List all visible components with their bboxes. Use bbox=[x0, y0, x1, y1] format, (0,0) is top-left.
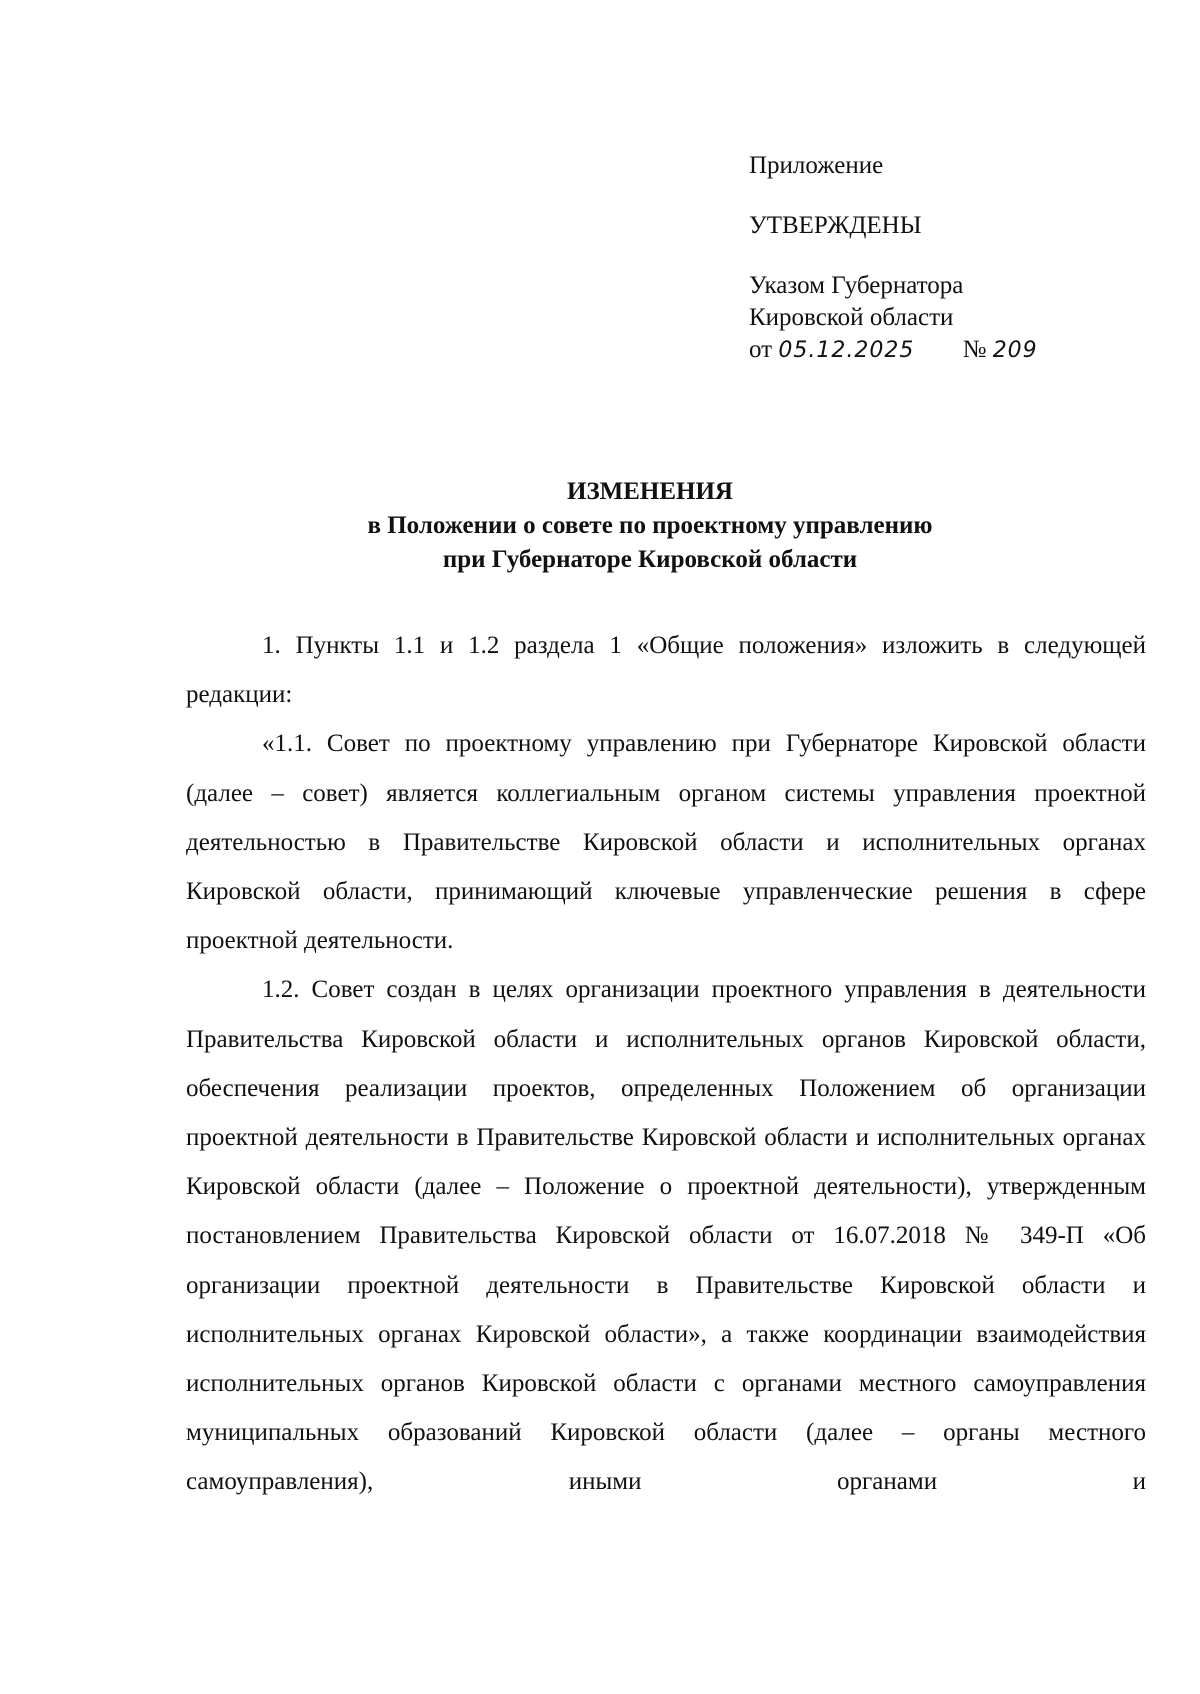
decree-line-1: Указом Губернатора bbox=[749, 272, 964, 299]
handwritten-date: 05.12.2025 bbox=[778, 338, 915, 363]
paragraph-1-2: 1.2. Совет создан в целях организации проектного управления в деятельности Правительства Кировской области и исполнительных органов Кировской области, обеспечения реализации проектов, определенных Положением об организации проектной деятельности в Правительстве Кировской области и исполнительных органах Кировской области (далее – Положение о проектной деятельности), утвержденным постановлением Правительства Кировской области от 16.07.2018 № 349-П «Об организации проектной деятельности в Правительстве Кировской области и исполнительных органах Кировской области», а также координации взаимодействия исполнительных органов Кировской области с органами местного самоуправления муниципальных образований Кировской области (далее – органы местного самоуправления), иными органами и bbox=[186, 976, 1146, 1496]
decree-line-2: Кировской области bbox=[749, 304, 954, 331]
document-body bbox=[186, 621, 1146, 1507]
paragraph-1: 1. Пункты 1.1 и 1.2 раздела 1 «Общие положения» изложить в следующей редакции: bbox=[186, 632, 1146, 709]
document-title bbox=[150, 475, 1150, 577]
title-main: ИЗМЕНЕНИЯ bbox=[567, 478, 733, 505]
date-number-line bbox=[749, 334, 1109, 367]
approval-block bbox=[749, 150, 1109, 367]
approved-label: УТВЕРЖДЕНЫ bbox=[749, 212, 922, 239]
title-line-2: в Положении о совете по проектному управлению bbox=[367, 512, 933, 539]
number-sign: № bbox=[962, 336, 987, 363]
title-line-3: при Губернаторе Кировской области bbox=[442, 546, 858, 573]
appendix-label: Приложение bbox=[749, 152, 884, 179]
date-prefix: от bbox=[749, 336, 773, 363]
handwritten-number: 209 bbox=[992, 338, 1038, 363]
paragraph-1-1: «1.1. Совет по проектному управлению при Губернаторе Кировской области (далее – совет) является коллегиальным органом системы управления проектной деятельностью в Правительстве Кировской области и исполнительных органах Кировской области, принимающий ключевые управленческие решения в сфере проектной деятельности. bbox=[186, 730, 1146, 955]
